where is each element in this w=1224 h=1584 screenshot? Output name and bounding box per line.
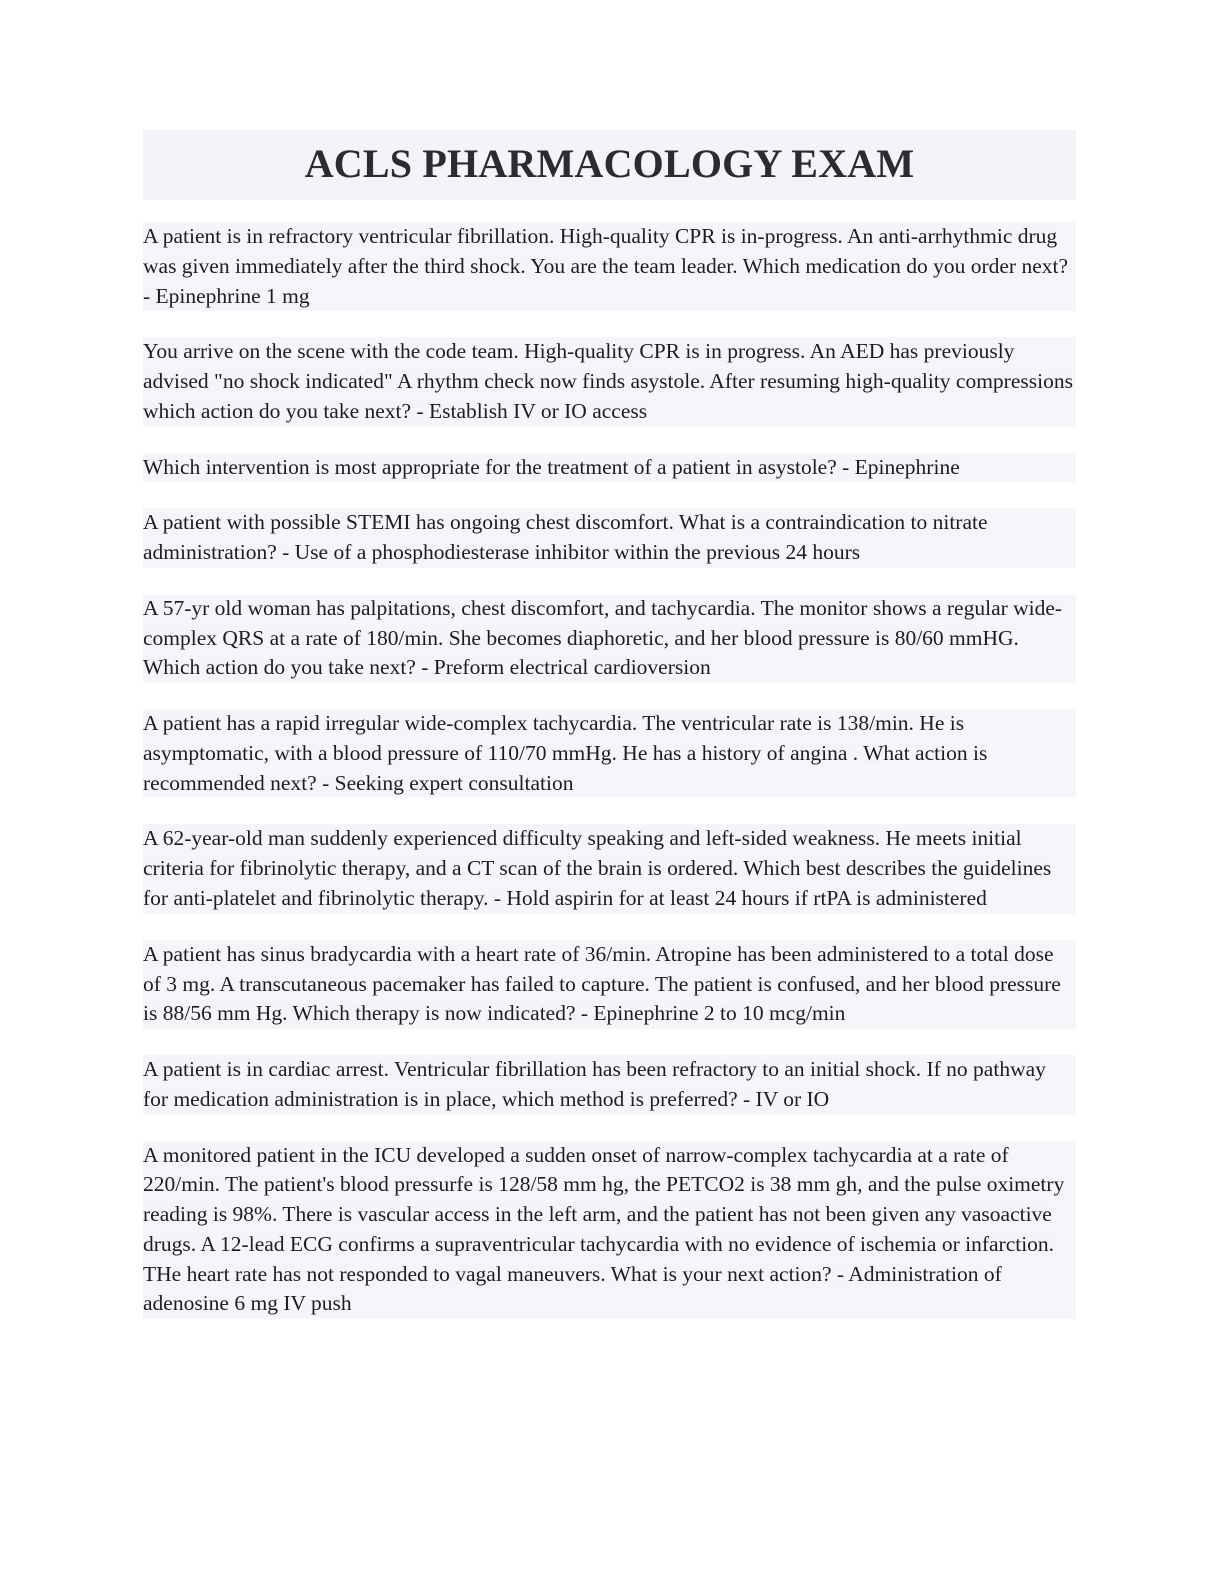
qa-text: A monitored patient in the ICU developed a sudden onset of narrow-complex tachycardia at a rate of 220/min. The patient's blood pressurfe is 128/58 mm hg, the PETCO2 is 38 mm gh, and the pulse oximetry reading is 98%. There is vascular access in the left arm, and the patient has not been given any vasoactive drugs. A 12-lead ECG confirms a supraventricular tachycardia with no evidence of ischemia or infarction. THe heart rate has not responded to vagal maneuvers. What is your next action? - Administration of adenosine 6 mg IV push xyxy=(143,1142,1065,1316)
page-title: ACLS PHARMACOLOGY EXAM xyxy=(143,130,1076,200)
qa-item xyxy=(143,709,1076,798)
qa-text: A patient is in refractory ventricular fibrillation. High-quality CPR is in-progress. An anti-arrhythmic drug was given immediately after the third shock. You are the team leader. Which medication do you order next? - Epinephrine 1 mg xyxy=(143,224,1069,308)
qa-item xyxy=(143,453,1076,483)
qa-text: A patient with possible STEMI has ongoing chest discomfort. What is a contraindication to nitrate administration? - Use of a phosphodiesterase inhibitor within the previous 24 hours xyxy=(143,510,988,565)
qa-text: A 57-yr old woman has palpitations, chest discomfort, and tachycardia. The monitor shows a regular wide-complex QRS at a rate of 180/min. She becomes diaphoretic, and her blood pressure is 80/60 mmHG. Which action do you take next? - Preform electrical cardioversion xyxy=(143,595,1063,680)
qa-text: Which intervention is most appropriate for the treatment of a patient in asystole? - Epinephrine xyxy=(143,454,960,479)
qa-item xyxy=(143,508,1076,568)
qa-text: A 62-year-old man suddenly experienced difficulty speaking and left-sided weakness. He meets initial criteria for fibrinolytic therapy, and a CT scan of the brain is ordered. Which best describes the guidelines for anti-platelet and fibrinolytic therapy. - Hold aspirin for at least 24 hours if rtPA is administered xyxy=(143,826,1052,911)
qa-text: A patient has a rapid irregular wide-complex tachycardia. The ventricular rate is 138/min. He is asymptomatic, with a blood pressure of 110/70 mmHg. He has a history of angina . What action is recommended next? - Seeking expert consultation xyxy=(143,711,988,795)
qa-item xyxy=(143,337,1076,426)
qa-item xyxy=(143,824,1076,913)
qa-item xyxy=(143,222,1076,311)
qa-item xyxy=(143,1055,1076,1115)
qa-item xyxy=(143,940,1076,1029)
qa-text: You arrive on the scene with the code team. High-quality CPR is in progress. An AED has previously advised "no shock indicated" A rhythm check now finds asystole. After resuming high-quality compressions which action do you take next? - Establish IV or IO access xyxy=(143,339,1073,423)
qa-item xyxy=(143,594,1076,683)
qa-text: A patient has sinus bradycardia with a heart rate of 36/min. Atropine has been administered to a total dose of 3 mg. A transcutaneous pacemaker has failed to capture. The patient is confused, and her blood pressure is 88/56 mm Hg. Which therapy is now indicated? - Epinephrine 2 to 10 mcg/min xyxy=(143,941,1061,1026)
qa-item xyxy=(143,1141,1076,1320)
qa-text: A patient is in cardiac arrest. Ventricular fibrillation has been refractory to an initial shock. If no pathway for medication administration is in place, which method is preferred? - IV or IO xyxy=(143,1057,1046,1111)
